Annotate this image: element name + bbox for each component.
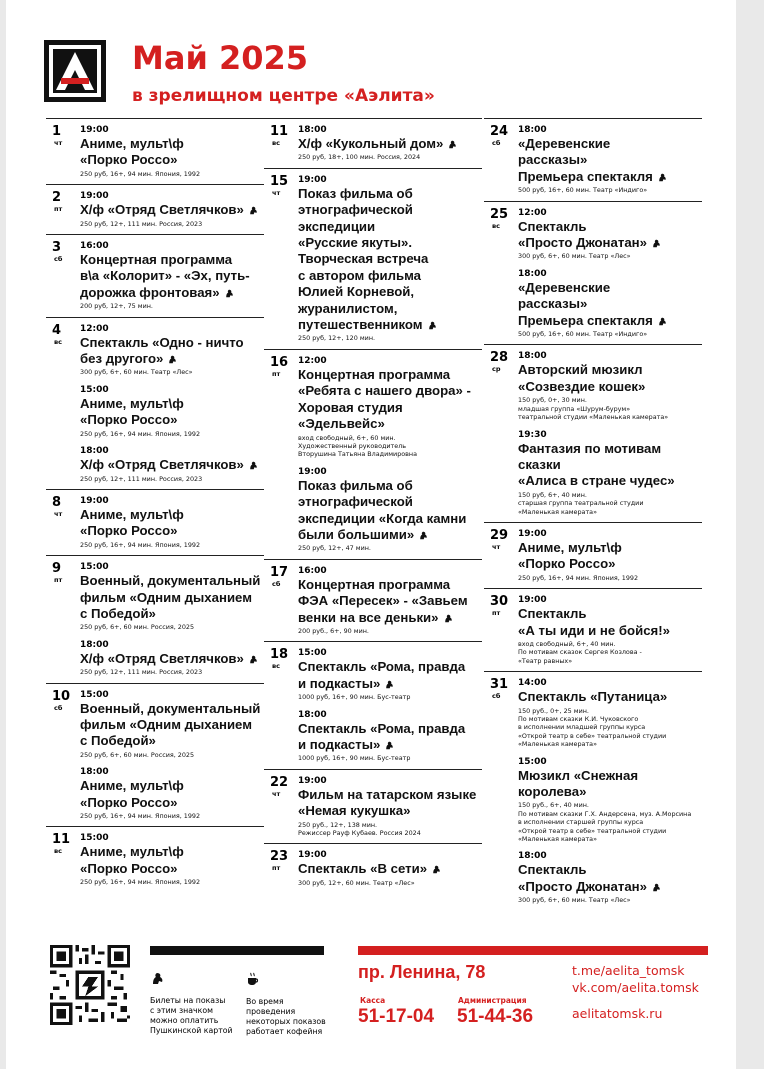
coffee-text: Во время проведения некоторых показов работает кофейня bbox=[246, 997, 326, 1036]
event-details: 250 руб, 16+, 94 мин. Япония, 1992 bbox=[80, 812, 201, 820]
day-date bbox=[270, 850, 292, 872]
event[interactable] bbox=[518, 430, 702, 516]
day-number: 16 bbox=[270, 354, 289, 370]
event-time: 18:00 bbox=[298, 709, 327, 720]
weekday: сб bbox=[54, 255, 63, 264]
event-time: 19:00 bbox=[298, 466, 327, 477]
pushkin-card-icon bbox=[248, 461, 258, 470]
day-date bbox=[490, 678, 512, 700]
event-time: 19:00 bbox=[518, 528, 547, 539]
event-details: вход свободный, 6+, 40 мин. По мотивам сказок Сергея Козлова - «Театр равных» bbox=[518, 639, 642, 665]
day-number: 25 bbox=[490, 206, 509, 222]
vk-link[interactable]: vk.com/aelita.tomsk bbox=[572, 980, 699, 995]
divider-black bbox=[150, 946, 324, 955]
event[interactable] bbox=[298, 850, 482, 887]
day-block bbox=[46, 184, 264, 234]
event-title: Фантазия по мотивам сказки «Алиса в стране чудес» bbox=[518, 440, 675, 489]
day-date bbox=[52, 496, 74, 518]
day-number: 29 bbox=[490, 527, 509, 543]
event[interactable] bbox=[80, 324, 264, 385]
event[interactable] bbox=[298, 710, 482, 763]
day-block bbox=[264, 843, 482, 893]
day-block bbox=[264, 769, 482, 844]
weekday: ср bbox=[492, 365, 501, 374]
website-link[interactable]: aelitatomsk.ru bbox=[572, 1006, 663, 1021]
event[interactable] bbox=[298, 175, 482, 343]
event[interactable] bbox=[518, 125, 702, 195]
weekday: пт bbox=[272, 369, 281, 378]
event-title: Показ фильма об этнографической экспедиции «Когда камни были большими» bbox=[298, 477, 467, 542]
event-title: Спектакль «Рома, правда и подкасты» bbox=[298, 720, 466, 752]
event-title: Х/ф «Отряд Светлячков» bbox=[80, 457, 264, 473]
day-number: 11 bbox=[52, 832, 71, 848]
event-time: 19:00 bbox=[298, 850, 327, 861]
event-title: Х/ф «Отряд Светлячков» bbox=[80, 651, 264, 667]
event-time: 19:00 bbox=[80, 191, 109, 202]
pushkin-card-icon bbox=[248, 206, 258, 215]
event-title: Аниме, мульт\ф «Порко Россо» bbox=[80, 778, 184, 810]
event-time: 19:30 bbox=[518, 429, 547, 440]
event-time: 18:00 bbox=[518, 351, 547, 362]
event-time: 15:00 bbox=[80, 689, 109, 700]
day-date bbox=[52, 833, 74, 855]
event-title: Аниме, мульт\ф «Порко Россо» bbox=[518, 539, 622, 572]
day-number: 1 bbox=[52, 124, 62, 139]
event[interactable] bbox=[298, 356, 482, 467]
day-date bbox=[270, 356, 292, 378]
event-details: 250 руб, 6+, 60 мин. Россия, 2025 bbox=[80, 750, 195, 759]
day-block bbox=[46, 826, 264, 892]
poster-page bbox=[6, 0, 736, 1069]
pushkin-card-icon bbox=[427, 321, 437, 330]
event-details: 1000 руб, 16+, 90 мин. Бус-театр bbox=[298, 693, 411, 702]
event[interactable] bbox=[298, 648, 482, 709]
day-block bbox=[264, 168, 482, 349]
day-date bbox=[490, 529, 512, 551]
event[interactable] bbox=[518, 757, 702, 852]
event[interactable] bbox=[518, 595, 702, 665]
event[interactable] bbox=[80, 125, 264, 178]
event-time: 19:00 bbox=[80, 495, 109, 506]
day-date bbox=[52, 690, 74, 712]
day-date bbox=[52, 125, 74, 147]
event-time: 12:00 bbox=[80, 323, 109, 334]
day-number: 31 bbox=[490, 677, 509, 693]
weekday: сб bbox=[54, 703, 63, 712]
event-details: 250 руб., 12+, 138 мин. Режиссер Рауф Кубаев. Россия 2024 bbox=[298, 820, 421, 838]
day-block bbox=[46, 118, 264, 184]
day-date bbox=[490, 125, 512, 147]
day-block bbox=[484, 671, 702, 911]
event-title: Х/ф «Отряд Светлячков» bbox=[80, 202, 264, 218]
event-title: Концертная программа «Ребята с нашего двора» - Хоровая студия «Эдельвейс» bbox=[298, 366, 471, 432]
event[interactable] bbox=[518, 529, 702, 582]
admin-label: Администрация bbox=[458, 996, 527, 1005]
event-title: Спектакль «Рома, правда и подкасты» bbox=[298, 659, 466, 691]
page-title: Май 2025 bbox=[132, 39, 309, 77]
weekday: сб bbox=[492, 692, 501, 701]
event-details: 300 руб, 6+, 60 мин. Театр «Лес» bbox=[518, 896, 631, 905]
event-title: Мюзикл «Снежная королева» bbox=[518, 767, 639, 800]
coffee-cup-icon bbox=[246, 972, 259, 986]
weekday: пт bbox=[492, 609, 501, 618]
event-title: Фильм на татарском языке «Немая кукушка» bbox=[298, 786, 477, 819]
event-time: 18:00 bbox=[80, 639, 109, 650]
event-title: Спектакль «Одно - ничто без другого» bbox=[80, 334, 244, 367]
day-block bbox=[46, 489, 264, 555]
event-title: Показ фильма об этнографической экспедиции «Русские якуты». Творческая встреча с автором фильма Юлией Корневой, журанилистом, путешественником bbox=[298, 186, 482, 334]
day-number: 22 bbox=[270, 774, 289, 790]
event-time: 18:00 bbox=[518, 125, 547, 135]
event-details: 250 руб, 12+, 120 мин. bbox=[298, 334, 376, 343]
divider-red bbox=[358, 946, 708, 955]
day-number: 24 bbox=[490, 124, 509, 139]
page-subtitle: в зрелищном центре «Аэлита» bbox=[132, 86, 435, 106]
day-block bbox=[46, 317, 264, 489]
event[interactable] bbox=[518, 351, 702, 429]
event-details: 250 руб, 16+, 94 мин. Япония, 1992 bbox=[80, 169, 201, 178]
day-date bbox=[270, 776, 292, 798]
event-time: 18:00 bbox=[518, 851, 547, 862]
event-time: 19:00 bbox=[518, 595, 547, 606]
event-title: Концертная программа в\а «Колорит» - «Эх, путь- дорожка фронтовая» bbox=[80, 252, 250, 300]
event-time: 16:00 bbox=[80, 241, 109, 252]
day-number: 4 bbox=[52, 322, 62, 338]
event-details: 150 руб., 0+, 25 мин. По мотивам сказки К.И. Чуковского в исполнении младшей группы курса «Открой театр в себе» театральной студии «Маленькая камерата» bbox=[518, 706, 667, 749]
day-number: 10 bbox=[52, 688, 71, 704]
kassa-label: Касса bbox=[360, 996, 386, 1005]
weekday: чт bbox=[492, 542, 501, 551]
event[interactable] bbox=[80, 767, 264, 820]
event-time: 12:00 bbox=[298, 355, 327, 366]
event-details: 250 руб, 12+, 111 мин. Россия, 2023 bbox=[80, 668, 203, 677]
weekday: чт bbox=[54, 509, 63, 518]
event-time: 18:00 bbox=[298, 125, 327, 135]
weekday: чт bbox=[272, 789, 281, 798]
day-date bbox=[270, 648, 292, 670]
qr-code[interactable] bbox=[50, 945, 130, 1025]
day-number: 30 bbox=[490, 594, 509, 610]
pushkin-card-icon bbox=[431, 865, 441, 874]
event-title: Спектакль «В сети» bbox=[298, 861, 482, 877]
day-number: 9 bbox=[52, 561, 62, 577]
pushkin-card-icon bbox=[657, 173, 667, 182]
event-details: 200 руб, 12+, 75 мин. bbox=[80, 302, 153, 311]
event-details: 250 руб, 12+, 111 мин. Россия, 2023 bbox=[80, 219, 203, 228]
day-date bbox=[490, 351, 512, 373]
event-time: 18:00 bbox=[80, 767, 109, 778]
day-number: 28 bbox=[490, 350, 509, 366]
event-details: 150 руб, 0+, 30 мин. младшая группа «Шурум-бурум» театральной студии «Маленькая камерата» bbox=[518, 396, 669, 422]
day-block bbox=[484, 201, 702, 345]
event-details: 1000 руб, 16+, 90 мин. Бус-театр bbox=[298, 754, 411, 763]
weekday: пт bbox=[272, 864, 281, 873]
event-details: 250 руб, 12+, 111 мин. Россия, 2023 bbox=[80, 474, 203, 483]
day-date bbox=[52, 241, 74, 263]
event-details: 300 руб, 6+, 60 мин. Театр «Лес» bbox=[80, 368, 193, 377]
event-details: 250 руб, 16+, 94 мин. Япония, 1992 bbox=[518, 573, 639, 582]
pushkin-card-icon bbox=[248, 655, 258, 664]
event[interactable] bbox=[80, 191, 264, 228]
event-title: Аниме, мульт\ф «Порко Россо» bbox=[80, 506, 184, 539]
event[interactable] bbox=[80, 446, 264, 483]
weekday: пт bbox=[54, 576, 63, 585]
pushkin-card-icon bbox=[224, 289, 234, 298]
event-details: 300 руб, 6+, 60 мин. Театр «Лес» bbox=[518, 252, 631, 261]
pushkin-card-icon bbox=[418, 531, 428, 540]
day-block bbox=[484, 522, 702, 588]
event-details: 150 руб., 6+, 40 мин. По мотивам сказки Г.Х. Андерсена, муз. А.Морсина в исполнении старшей группы курса «Открой театр в себе» театральной студии «Маленькая камерата» bbox=[518, 801, 692, 844]
day-block bbox=[46, 555, 264, 682]
event-time: 15:00 bbox=[80, 562, 109, 573]
day-block bbox=[264, 559, 482, 642]
event-title: Военный, документальный фильм «Одним дыханием с Победой» bbox=[80, 700, 261, 749]
event[interactable] bbox=[80, 385, 264, 446]
event-title: Спектакль «Просто Джонатан» bbox=[518, 862, 702, 895]
event-time: 15:00 bbox=[80, 833, 109, 844]
event-details: 150 руб, 6+, 40 мин. старшая группа театральной студии «Маленькая камерата» bbox=[518, 490, 644, 516]
day-date bbox=[490, 208, 512, 230]
day-number: 8 bbox=[52, 494, 62, 510]
coffee-note bbox=[246, 962, 326, 1037]
weekday: вс bbox=[272, 662, 280, 671]
event-time: 19:00 bbox=[298, 775, 327, 786]
event-time: 18:00 bbox=[518, 268, 547, 279]
event-title: «Деревенские рассказы» Премьера спектакля bbox=[518, 136, 702, 185]
event-details: 250 руб, 6+, 60 мин. Россия, 2025 bbox=[80, 623, 195, 632]
event[interactable] bbox=[518, 208, 702, 269]
day-date bbox=[52, 191, 74, 213]
event-time: 18:00 bbox=[80, 446, 109, 457]
event-title: Спектакль «Просто Джонатан» bbox=[518, 219, 702, 252]
day-date bbox=[270, 125, 292, 147]
event-details: 250 руб, 16+, 94 мин. Япония, 1992 bbox=[80, 540, 201, 549]
day-block bbox=[484, 344, 702, 521]
day-number: 15 bbox=[270, 173, 289, 189]
event-time: 16:00 bbox=[298, 565, 327, 576]
pushkin-card-icon bbox=[651, 239, 661, 248]
event-title: Аниме, мульт\ф «Порко Россо» bbox=[80, 844, 184, 876]
event[interactable] bbox=[80, 496, 264, 549]
event-details: вход свободный, 6+, 60 мин. Художественный руководитель Вторушина Татьяна Владимировна bbox=[298, 433, 418, 459]
event-title: Аниме, мульт\ф «Порко Россо» bbox=[80, 136, 184, 168]
event[interactable] bbox=[80, 562, 264, 640]
pushkin-card-icon bbox=[167, 355, 177, 364]
kassa-phone[interactable]: 51-17-04 bbox=[358, 1006, 435, 1027]
schedule-column-1 bbox=[46, 118, 264, 893]
day-date bbox=[270, 566, 292, 588]
event[interactable] bbox=[298, 776, 482, 838]
event[interactable] bbox=[298, 125, 482, 162]
pushkin-card-icon bbox=[150, 972, 164, 985]
event-details: 300 руб, 12+, 60 мин. Театр «Лес» bbox=[298, 878, 415, 887]
telegram-link[interactable]: t.me/aelita_tomsk bbox=[572, 963, 685, 978]
day-number: 23 bbox=[270, 849, 289, 865]
weekday: сб bbox=[272, 579, 281, 588]
event-details: 250 руб, 18+, 100 мин. Россия, 2024 bbox=[298, 153, 421, 162]
day-block bbox=[46, 683, 264, 827]
day-number: 3 bbox=[52, 240, 62, 256]
pushkin-card-icon bbox=[447, 140, 457, 149]
event-time: 19:00 bbox=[298, 174, 327, 185]
event[interactable] bbox=[80, 833, 264, 886]
pushkin-card-icon bbox=[384, 741, 394, 750]
weekday: чт bbox=[54, 139, 63, 147]
day-block bbox=[264, 641, 482, 768]
pushkin-card-icon bbox=[384, 680, 394, 689]
day-block bbox=[264, 349, 482, 559]
event-time: 14:00 bbox=[518, 678, 547, 689]
aelita-logo bbox=[44, 40, 106, 102]
event-title: Концертная программа ФЭА «Пересек» - «Завьем венки на все деньки» bbox=[298, 576, 468, 625]
event[interactable] bbox=[518, 678, 702, 756]
admin-phone[interactable]: 51-44-36 bbox=[457, 1006, 534, 1027]
event-time: 15:00 bbox=[298, 648, 327, 659]
weekday: сб bbox=[492, 139, 501, 147]
address: пр. Ленина, 78 bbox=[358, 962, 486, 982]
weekday: вс bbox=[54, 847, 62, 856]
day-date bbox=[52, 562, 74, 584]
event[interactable] bbox=[80, 640, 264, 677]
event[interactable] bbox=[80, 690, 264, 768]
event-time: 19:00 bbox=[80, 125, 109, 135]
event-details: 500 руб, 16+, 60 мин. Театр «Индиго» bbox=[518, 186, 648, 195]
event-title: Аниме, мульт\ф «Порко Россо» bbox=[80, 395, 184, 428]
day-number: 18 bbox=[270, 647, 289, 663]
event-title: «Деревенские рассказы» Премьера спектакля bbox=[518, 280, 702, 329]
event-details: 250 руб, 16+, 94 мин. Япония, 1992 bbox=[80, 878, 201, 887]
event-title: Спектакль «Путаница» bbox=[518, 689, 668, 705]
day-date bbox=[490, 595, 512, 617]
event[interactable] bbox=[518, 851, 702, 904]
day-block bbox=[46, 234, 264, 317]
event-details: 250 руб, 12+, 47 мин. bbox=[298, 544, 371, 553]
weekday: вс bbox=[272, 139, 280, 147]
day-block bbox=[484, 588, 702, 671]
event[interactable] bbox=[298, 467, 482, 553]
event[interactable] bbox=[518, 269, 702, 339]
schedule-column-3 bbox=[484, 118, 702, 911]
pushkin-card-icon bbox=[443, 614, 453, 623]
event-time: 12:00 bbox=[518, 207, 547, 218]
event-time: 15:00 bbox=[80, 384, 109, 395]
weekday: вс bbox=[492, 221, 500, 230]
weekday: пт bbox=[54, 205, 63, 214]
event[interactable] bbox=[80, 241, 264, 311]
pushkin-card-icon bbox=[657, 317, 667, 326]
day-number: 2 bbox=[52, 190, 62, 206]
event-title: Авторский мюзикл «Созвездие кошек» bbox=[518, 362, 646, 394]
day-date bbox=[52, 324, 74, 346]
pushkin-card-note bbox=[150, 962, 240, 1036]
event-details: 500 руб, 16+, 60 мин. Театр «Индиго» bbox=[518, 330, 648, 339]
day-block bbox=[264, 118, 482, 168]
day-number: 11 bbox=[270, 124, 289, 139]
schedule-column-2 bbox=[264, 118, 482, 893]
event[interactable] bbox=[298, 566, 482, 636]
event-title: Спектакль «А ты иди и не бойся!» bbox=[518, 606, 670, 638]
day-number: 17 bbox=[270, 564, 289, 580]
event-title: Военный, документальный фильм «Одним дыханием с Победой» bbox=[80, 573, 261, 621]
weekday: чт bbox=[272, 188, 281, 197]
event-details: 250 руб, 16+, 94 мин. Япония, 1992 bbox=[80, 429, 201, 438]
pushkin-card-icon bbox=[651, 883, 661, 892]
day-date bbox=[270, 175, 292, 197]
pushkin-card-text: Билеты на показы с этим значком можно оплатить Пушкинской картой bbox=[150, 996, 233, 1035]
event-time: 15:00 bbox=[518, 756, 547, 767]
event-details: 200 руб., 6+, 90 мин. bbox=[298, 626, 369, 635]
weekday: вс bbox=[54, 337, 62, 346]
day-block bbox=[484, 118, 702, 201]
event-title: Х/ф «Кукольный дом» bbox=[298, 136, 482, 152]
